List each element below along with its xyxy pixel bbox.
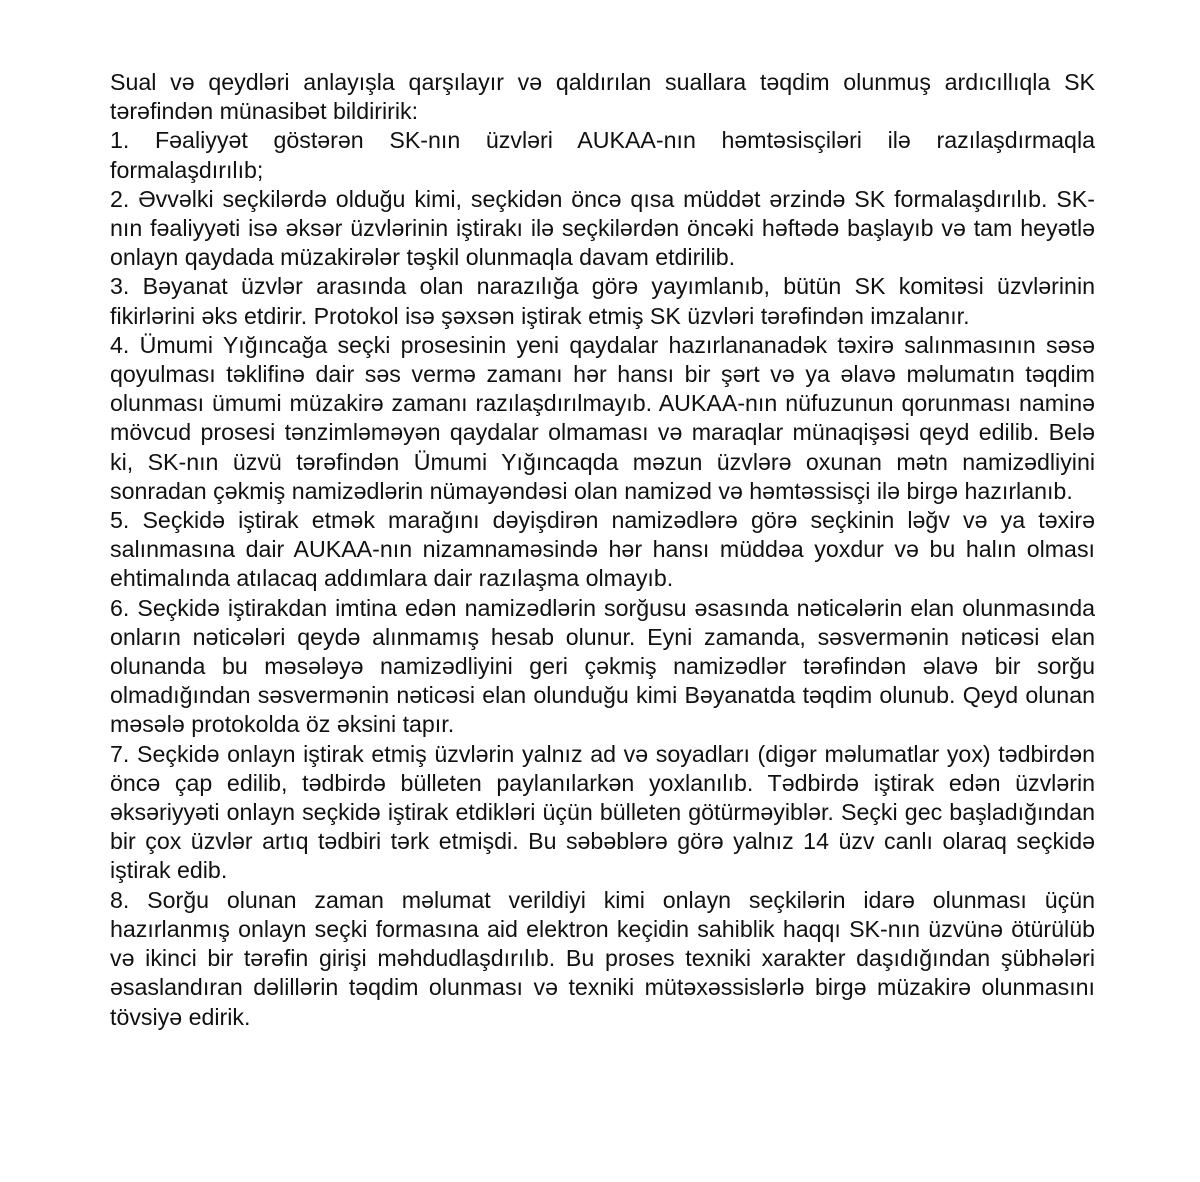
item-8: 8. Sorğu olunan zaman məlumat verildiyi kimi onlayn seçkilərin idarə olunması üçün hazırlanmış onlayn seçki formasına aid elektron keçidin sahiblik haqqı SK-nın üzvünə ötürülüb və ikinci bir tərəfin girişi məhdudlaşdırılıb. Bu proses texniki xarakter daşıdığından şübhələri əsaslandıran dəlillərin təqdim olunması və texniki mütəxəssislərlə birgə müzakirə olunmasını tövsiyə edirik. — [110, 886, 1095, 1030]
item-5: 5. Seçkidə iştirak etmək marağını dəyişdirən namizədlərə görə seçkinin ləğv və ya təxirə salınmasına dair AUKAA-nın nizamnaməsində hər hansı müddəa yoxdur və bu halın olması ehtimalında atılacaq addımlara dair razılaşma olmayıb. — [110, 507, 1095, 592]
intro-paragraph: Sual və qeydləri anlayışla qarşılayır və qaldırılan suallara təqdim olunmuş ardıcıllıqla SK tərəfindən münasibət bildiririk: — [110, 69, 1095, 125]
item-7: 7. Seçkidə onlayn iştirak etmiş üzvlərin yalnız ad və soyadları (digər məlumatlar yox) tədbirdən öncə çap edilib, tədbirdə bülleten paylanılarkən yoxlanılıb. Tədbirdə iştirak edən üzvlərin əksəriyyəti onlayn seçkidə iştirak etdikləri üçün bülleten götürməyiblər. Seçki gec başladığından bir çox üzvlər artıq tədbiri tərk etmişdi. Bu səbəblərə görə yalnız 14 üzv canlı olaraq seçkidə iştirak edib. — [110, 740, 1095, 884]
item-3: 3. Bəyanat üzvlər arasında olan narazılığa görə yayımlanıb, bütün SK komitəsi üzvlərinin fikirlərini əks etdirir. Protokol isə şəxsən iştirak etmiş SK üzvləri tərəfindən imzalanır. — [110, 273, 1095, 329]
document-body — [110, 68, 1095, 1032]
item-6: 6. Seçkidə iştirakdan imtina edən namizədlərin sorğusu əsasında nəticələrin elan olunmasında onların nəticələri qeydə alınmamış hesab olunur. Eyni zamanda, səsvermənin nəticəsi elan olunanda bu məsələyə namizədliyini geri çəkmiş namizədlər tərəfindən əlavə bir sorğu olmadığından səsvermənin nəticəsi elan olunduğu kimi Bəyanatda təqdim olunub. Qeyd olunan məsələ protokolda öz əksini tapır. — [110, 594, 1095, 738]
item-1: 1. Fəaliyyət göstərən SK-nın üzvləri AUKAA-nın həmtəsisçiləri ilə razılaşdırmaqla formalaşdırılıb; — [110, 127, 1095, 183]
item-4: 4. Ümumi Yığıncağa seçki prosesinin yeni qaydalar hazırlananadək təxirə salınmasının səsə qoyulması təklifinə dair səs vermə zamanı hər hansı bir şərt və ya əlavə məlumatın təqdim olunması ümumi müzakirə zamanı razılaşdırılmayıb. AUKAA-nın nüfuzunun qorunması naminə mövcud prosesi tənzimləməyən qaydalar olmaması və maraqlar münaqişəsi qeyd edilib. Belə ki, SK-nın üzvü tərəfindən Ümumi Yığıncaqda məzun üzvlərə oxunan mətn namizədliyini sonradan çəkmiş namizədlərin nümayəndəsi olan namizəd və həmtəssisçi ilə birgə hazırlanıb. — [110, 331, 1095, 504]
item-2: 2. Əvvəlki seçkilərdə olduğu kimi, seçkidən öncə qısa müddət ərzində SK formalaşdırılıb. SK-nın fəaliyyəti isə əksər üzvlərinin iştirakı ilə seçkilərdən öncəki həftədə başlayıb və tam heyətlə onlayn qaydada müzakirələr təşkil olunmaqla davam etdirilib. — [110, 185, 1095, 271]
